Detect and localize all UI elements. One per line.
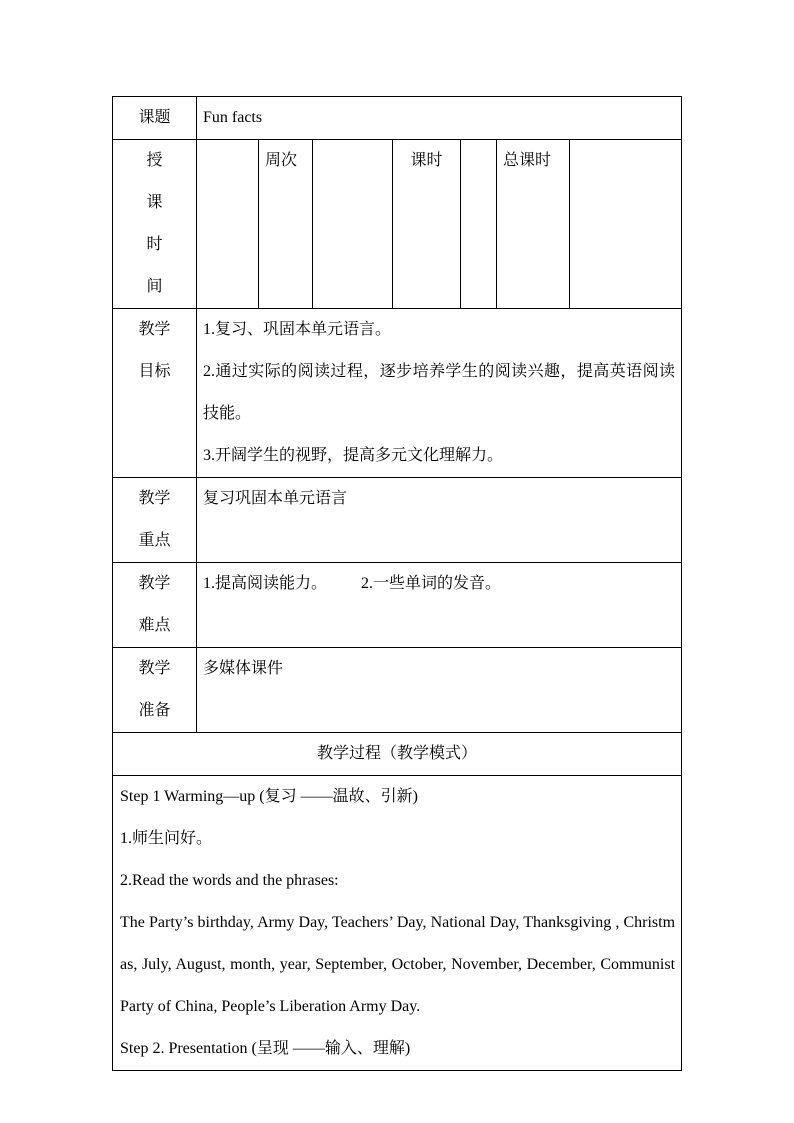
row-process-header: [113, 733, 682, 776]
focus-value: 复习巩固本单元语言: [197, 478, 682, 563]
title-value: Fun facts: [197, 97, 682, 140]
week-label: 周次: [259, 140, 313, 309]
time-blank-cell: [197, 140, 259, 309]
process-item-1: 1.师生问好。: [120, 830, 213, 847]
row-difficulty: [113, 563, 682, 648]
goal-item-3: 3.开阔学生的视野，提高多元文化理解力。: [203, 447, 504, 464]
difficulty-content: [197, 563, 682, 648]
step-2-heading: Step 2. Presentation (呈现 ——输入、理解): [120, 1040, 411, 1057]
lesson-plan-table: [112, 96, 682, 1071]
goal-item-2: 2.通过实际的阅读过程，逐步培养学生的阅读兴趣，提高英语阅读技能。: [203, 363, 676, 422]
total-label: 总课时: [497, 140, 570, 309]
week-value-cell: [313, 140, 393, 309]
time-label: 授课时间: [113, 140, 197, 309]
words-list: The Party’s birthday, Army Day, Teachers’ Day, National Day, Thanksgiving , Christmas, July, August, month, year, September, October, November, December, Communist Party of China, People’s Liberation Army Day.: [120, 914, 676, 1015]
period-label: 课时: [393, 140, 461, 309]
row-title: [113, 97, 682, 140]
prep-label: 教学准备: [113, 648, 197, 733]
row-focus: [113, 478, 682, 563]
goal-item-1: 1.复习、巩固本单元语言。: [203, 321, 392, 338]
focus-label: 教学重点: [113, 478, 197, 563]
goals-label: 教学目标: [113, 309, 197, 478]
period-value-cell: [461, 140, 497, 309]
process-content: [113, 776, 682, 1071]
difficulty-label: 教学难点: [113, 563, 197, 648]
step-1-heading: Step 1 Warming—up (复习 ——温故、引新): [120, 788, 418, 805]
row-time: [113, 140, 682, 309]
prep-value: 多媒体课件: [197, 648, 682, 733]
process-header: 教学过程（教学模式）: [113, 733, 682, 776]
row-goals: [113, 309, 682, 478]
difficulty-item-2: 2.一些单词的发音。: [361, 575, 502, 592]
goals-content: [197, 309, 682, 478]
title-label: 课题: [113, 97, 197, 140]
total-value-cell: [570, 140, 682, 309]
row-process: [113, 776, 682, 1071]
row-prep: [113, 648, 682, 733]
difficulty-item-1: 1.提高阅读能力。: [203, 575, 328, 592]
process-item-2: 2.Read the words and the phrases:: [120, 872, 339, 889]
